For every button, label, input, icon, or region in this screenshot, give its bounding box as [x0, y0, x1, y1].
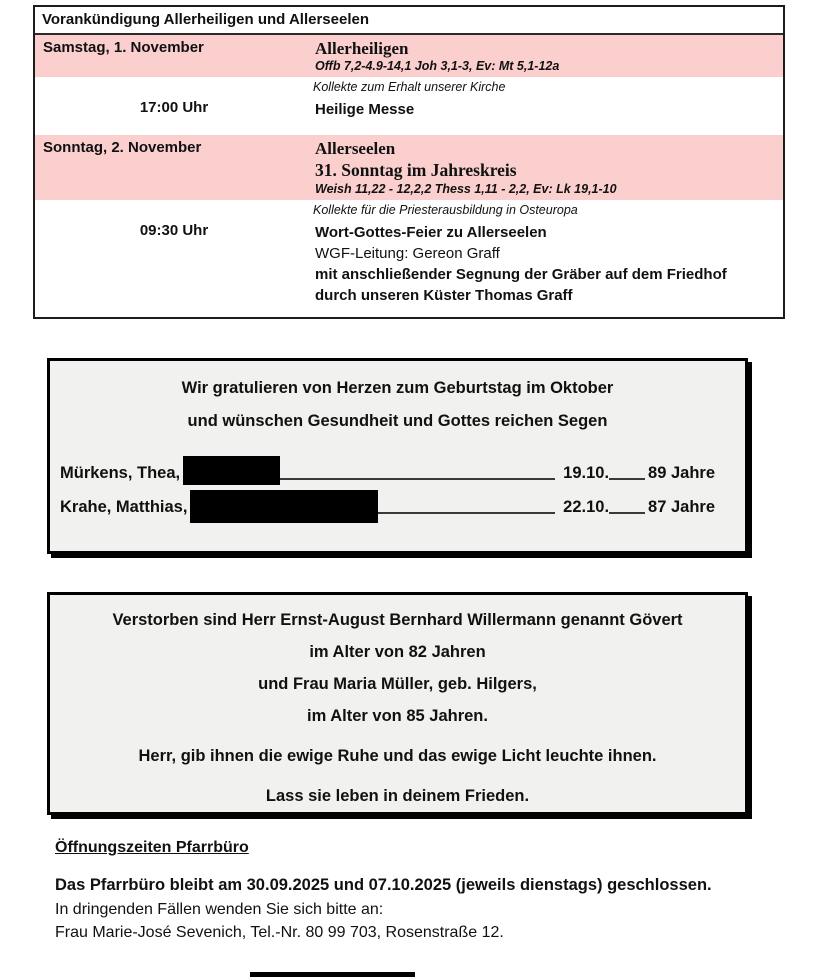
birthday-entry-age: 87 Jahre [648, 498, 715, 516]
saturday-day-label: Samstag, 1. November [43, 39, 204, 56]
sunday-day-label: Sonntag, 2. November [43, 139, 202, 156]
sunday-collection: Kollekte für die Priesterausbildung in Osteuropa [313, 203, 578, 217]
fill-in-line [609, 512, 645, 514]
table-row-saturday [35, 35, 783, 77]
birthday-entry-age: 89 Jahre [648, 464, 715, 482]
sunday-feast: Allerseelen [315, 139, 396, 158]
birthday-box [47, 358, 748, 554]
saturday-service: Heilige Messe [315, 101, 415, 118]
schedule-title: Vorankündigung Allerheiligen und Allerseelen [35, 7, 783, 35]
sunday-service: Wort-Gottes-Feier zu Allerseelen [315, 224, 547, 241]
birthday-entry-row [60, 456, 715, 485]
birthday-entry-name: Mürkens, Thea, [60, 464, 181, 482]
table-row-sunday-collection [35, 200, 783, 219]
sunday-feast-2: 31. Sonntag im Jahreskreis [315, 160, 517, 180]
table-row-saturday-service [35, 96, 783, 135]
sunday-service-leader: WGF-Leitung: Gereon Graff [315, 245, 500, 262]
birthday-greeting-line-1: Wir gratulieren von Herzen zum Geburtstag im Oktober [181, 379, 614, 397]
birthday-entry-row [60, 490, 715, 519]
memorial-line-4: im Alter von 85 Jahren. [307, 707, 488, 725]
birthday-entry-date: 19.10. [563, 464, 610, 482]
redaction-bar [190, 490, 378, 523]
saturday-readings: Offb 7,2-4.9-14,1 Joh 3,1-3, Ev: Mt 5,1-12a [315, 59, 560, 73]
sunday-readings: Weish 11,22 - 12,2,2 Thess 1,11 - 2,2, Ev: Lk 19,1-10 [315, 182, 617, 196]
fill-in-line [378, 512, 555, 514]
office-closed-notice: Das Pfarrbüro bleibt am 30.09.2025 und 07.10.2025 (jeweils dienstags) geschlossen. [55, 876, 712, 894]
sunday-time: 09:30 Uhr [139, 222, 209, 239]
memorial-box [47, 592, 748, 815]
memorial-line-1: Verstorben sind Herr Ernst-August Bernhard Willermann genannt Gövert [112, 611, 683, 629]
saturday-time: 17:00 Uhr [139, 99, 209, 116]
fill-in-line [280, 478, 555, 480]
table-row-saturday-collection [35, 77, 783, 96]
table-row-sunday [35, 135, 783, 200]
saturday-feast: Allerheiligen [315, 39, 409, 58]
memorial-line-2: im Alter von 82 Jahren [309, 643, 486, 661]
office-hours-heading: Öffnungszeiten Pfarrbüro [55, 839, 249, 856]
schedule-table [33, 5, 785, 319]
birthday-entry-date: 22.10. [563, 498, 610, 516]
saturday-collection: Kollekte zum Erhalt unserer Kirche [313, 80, 506, 94]
office-urgent-line: In dringenden Fällen wenden Sie sich bitte an: [55, 901, 384, 918]
sunday-service-note-2: durch unseren Küster Thomas Graff [315, 287, 573, 304]
office-hours-section [55, 839, 785, 944]
table-row-sunday-service [35, 219, 783, 317]
birthday-entry-name: Krahe, Matthias, [60, 498, 188, 516]
birthday-greeting-line-2: und wünschen Gesundheit und Gottes reichen Segen [187, 412, 608, 430]
memorial-prayer-2: Lass sie leben in deinem Frieden. [265, 787, 530, 805]
redaction-bar [183, 456, 280, 485]
memorial-line-3: und Frau Maria Müller, geb. Hilgers, [258, 675, 537, 693]
office-contact-line: Frau Marie-José Sevenich, Tel.-Nr. 80 99 703, Rosenstraße 12. [55, 924, 504, 941]
redaction-bar-partial [250, 972, 415, 977]
fill-in-line [609, 478, 645, 480]
memorial-prayer-1: Herr, gib ihnen die ewige Ruhe und das ewige Licht leuchte ihnen. [138, 747, 657, 765]
sunday-service-note-1: mit anschließender Segnung der Gräber auf dem Friedhof [315, 266, 727, 283]
